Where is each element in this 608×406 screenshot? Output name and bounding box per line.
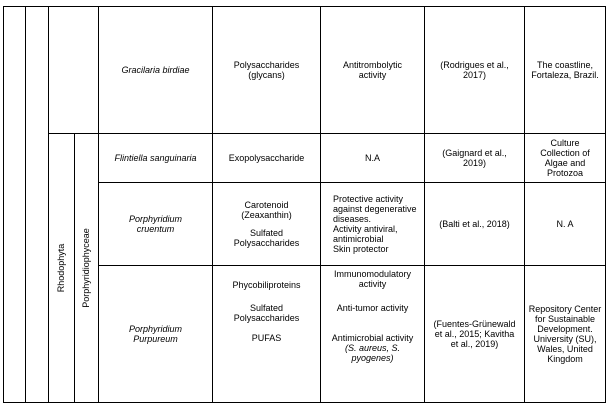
activity-cell [321, 7, 424, 133]
species-cell [99, 266, 212, 402]
origin-cell [525, 183, 605, 265]
compound-text: Exopolysaccharide [228, 153, 305, 163]
activity-text: N.A [364, 153, 380, 163]
reference-text: (Rodrigues et al., 2017) [440, 60, 509, 80]
activity-text: Skin protector [333, 244, 389, 254]
activity-cell [321, 266, 424, 402]
species-cell [99, 7, 212, 133]
activity-species: (S. aureus, S. pyogenes) [344, 343, 401, 363]
reference-text: (Balti et al., 2018) [439, 219, 510, 229]
reference-cell [425, 134, 524, 182]
species-cell [99, 183, 212, 265]
compound-text: Phycobiliproteins [232, 280, 301, 290]
compound-cell [213, 7, 320, 133]
origin-cell [525, 134, 605, 182]
activity-cell [321, 134, 424, 182]
origin-cell [525, 266, 605, 402]
reference-text: (Fuentes-Grünewald et al., 2015; Kavitha et al., 2019) [433, 319, 516, 349]
compound-cell [213, 183, 320, 265]
origin-text: Culture Collection of Algae and Protozoa [540, 138, 590, 178]
compound-cell [213, 266, 320, 402]
compound-text: Sulfated Polysaccharides [233, 228, 300, 248]
activity-text: Immunomodulatory activity [333, 269, 412, 289]
phylum-label: Rhodophyta [56, 243, 66, 293]
origin-text: The coastline, Fortaleza, Brazil. [531, 60, 599, 80]
reference-cell [425, 7, 524, 133]
activity-text: Antitrombolytic activity [342, 60, 403, 80]
activity-text: Anti-tumor activity [336, 303, 409, 313]
compound-cell [213, 134, 320, 182]
species-name: Porphyridium cruentum [128, 214, 183, 234]
reference-text: (Gaignard et al., 2019) [442, 148, 507, 168]
origin-cell [525, 7, 605, 133]
reference-cell [425, 183, 524, 265]
activity-cell [321, 183, 424, 265]
origin-text: Repository Center for Sustainable Development. University (SU), Wales, United Kingdom [528, 304, 602, 364]
class-label: Porphyridiophyceae [81, 228, 91, 308]
reference-cell [425, 266, 524, 402]
activity-text: Protective activity against degenerative diseases. [333, 194, 417, 224]
origin-text: N. A [556, 219, 574, 229]
compound-text: Carotenoid (Zeaxanthin) [241, 200, 292, 220]
activity-text: Activity antiviral, antimicrobial [333, 224, 398, 244]
activity-text: Antimicrobial activity [331, 333, 414, 343]
species-name: Porphyridium Purpureum [128, 324, 183, 344]
compound-text: Sulfated Polysaccharides [233, 303, 300, 323]
compound-text: PUFAS [251, 333, 282, 343]
species-cell [99, 134, 212, 182]
species-name: Flintiella sanguinaria [114, 153, 197, 163]
compound-text: Polysaccharides (glycans) [233, 60, 300, 80]
species-name: Gracilaria birdiae [121, 65, 190, 75]
